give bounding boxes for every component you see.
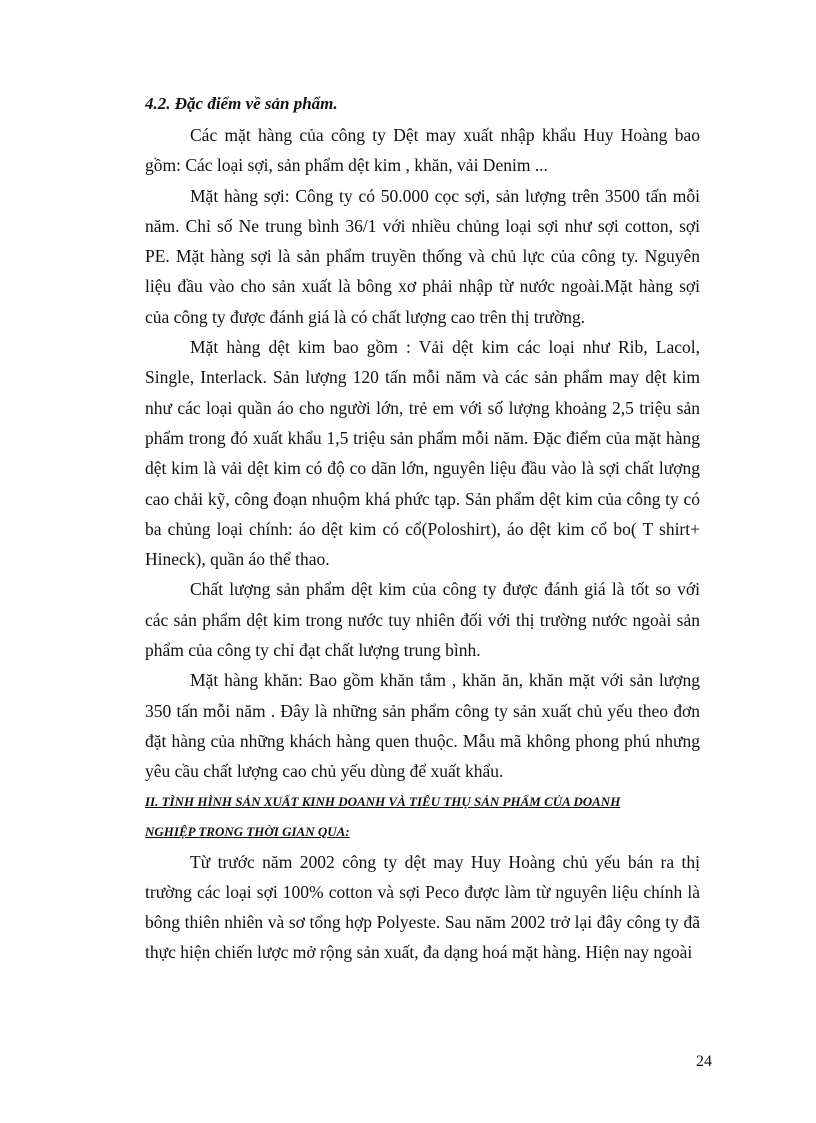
paragraph-knitwear-products: Mặt hàng dệt kim bao gồm : Vải dệt kim các loại như Rib, Lacol, Single, Interlack. Sản lượng 120 tấn mỗi năm và các sản phẩm may dệt kim như các loại quần áo cho người lớn, trẻ em với số lượng khoảng 2,5 triệu sản phẩm trong đó xuất khẩu 1,5 triệu sản phẩm mỗi năm. Đặc điểm của mặt hàng dệt kim là vải dệt kim có độ co dãn lớn, nguyên liệu đầu vào là sợi chất lượng cao chải kỹ, công đoạn nhuộm khá phức tạp. Sản phẩm dệt kim của công ty có ba chủng loại chính: áo dệt kim có cổ(Poloshirt), áo dệt kim cổ bo( T shirt+ Hineck), quần áo thể thao. [145,337,700,570]
section-title-line-2: NGHIỆP TRONG THỜI GIAN QUA: [145,823,350,839]
page-number: 24 [696,1053,712,1070]
paragraph-business-history: Từ trước năm 2002 công ty dệt may Huy Hoàng chủ yếu bán ra thị trường các loại sợi 100% cotton và sợi Peco được làm từ nguyên liệu chính là bông thiên nhiên và sơ tổng hợp Polyeste. Sau năm 2002 trở lại đây công ty đã thực hiện chiến lược mở rộng sản xuất, đa dạng hoá mặt hàng. Hiện nay ngoài [145,851,700,963]
paragraph-towel-products: Mặt hàng khăn: Bao gồm khăn tắm , khăn ăn, khăn mặt với sản lượng 350 tấn mỗi năm . Đây là những sản phẩm công ty sản xuất chủ yếu theo đơn đặt hàng của những khách hàng quen thuộc. Mẫu mã không phong phú nhưng yêu cầu chất lượng cao chủ yếu dùng để xuất khẩu. [145,670,700,782]
paragraph-knitwear-quality: Chất lượng sản phẩm dệt kim của công ty được đánh giá là tốt so với các sản phẩm dệt kim trong nước tuy nhiên đối với thị trường nước ngoài sản phẩm của công ty chỉ đạt chất lượng trung bình. [145,579,700,661]
paragraph-product-overview: Các mặt hàng của công ty Dệt may xuất nhập khẩu Huy Hoàng bao gồm: Các loại sợi, sản phẩm dệt kim , khăn, vải Denim ... [145,125,700,176]
paragraph-yarn-products: Mặt hàng sợi: Công ty có 50.000 cọc sợi, sản lượng trên 3500 tấn mỗi năm. Chỉ số Ne trung bình 36/1 với nhiều chủng loại sợi như sợi cotton, sợi PE. Mặt hàng sợi là sản phẩm truyền thống và chủ lực của công ty. Nguyên liệu đầu vào cho sản xuất là bông xơ phải nhập từ nước ngoài.Mặt hàng sợi của công ty được đánh giá là có chất lượng cao trên thị trường. [145,185,700,327]
section-title-line-1: II. TÌNH HÌNH SẢN XUẤT KINH DOANH VÀ TIÊU THỤ SẢN PHẨM CỦA DOANH [145,793,621,809]
page-content [145,90,700,968]
subsection-heading: 4.2. Đặc điểm về sản phẩm. [145,94,338,113]
